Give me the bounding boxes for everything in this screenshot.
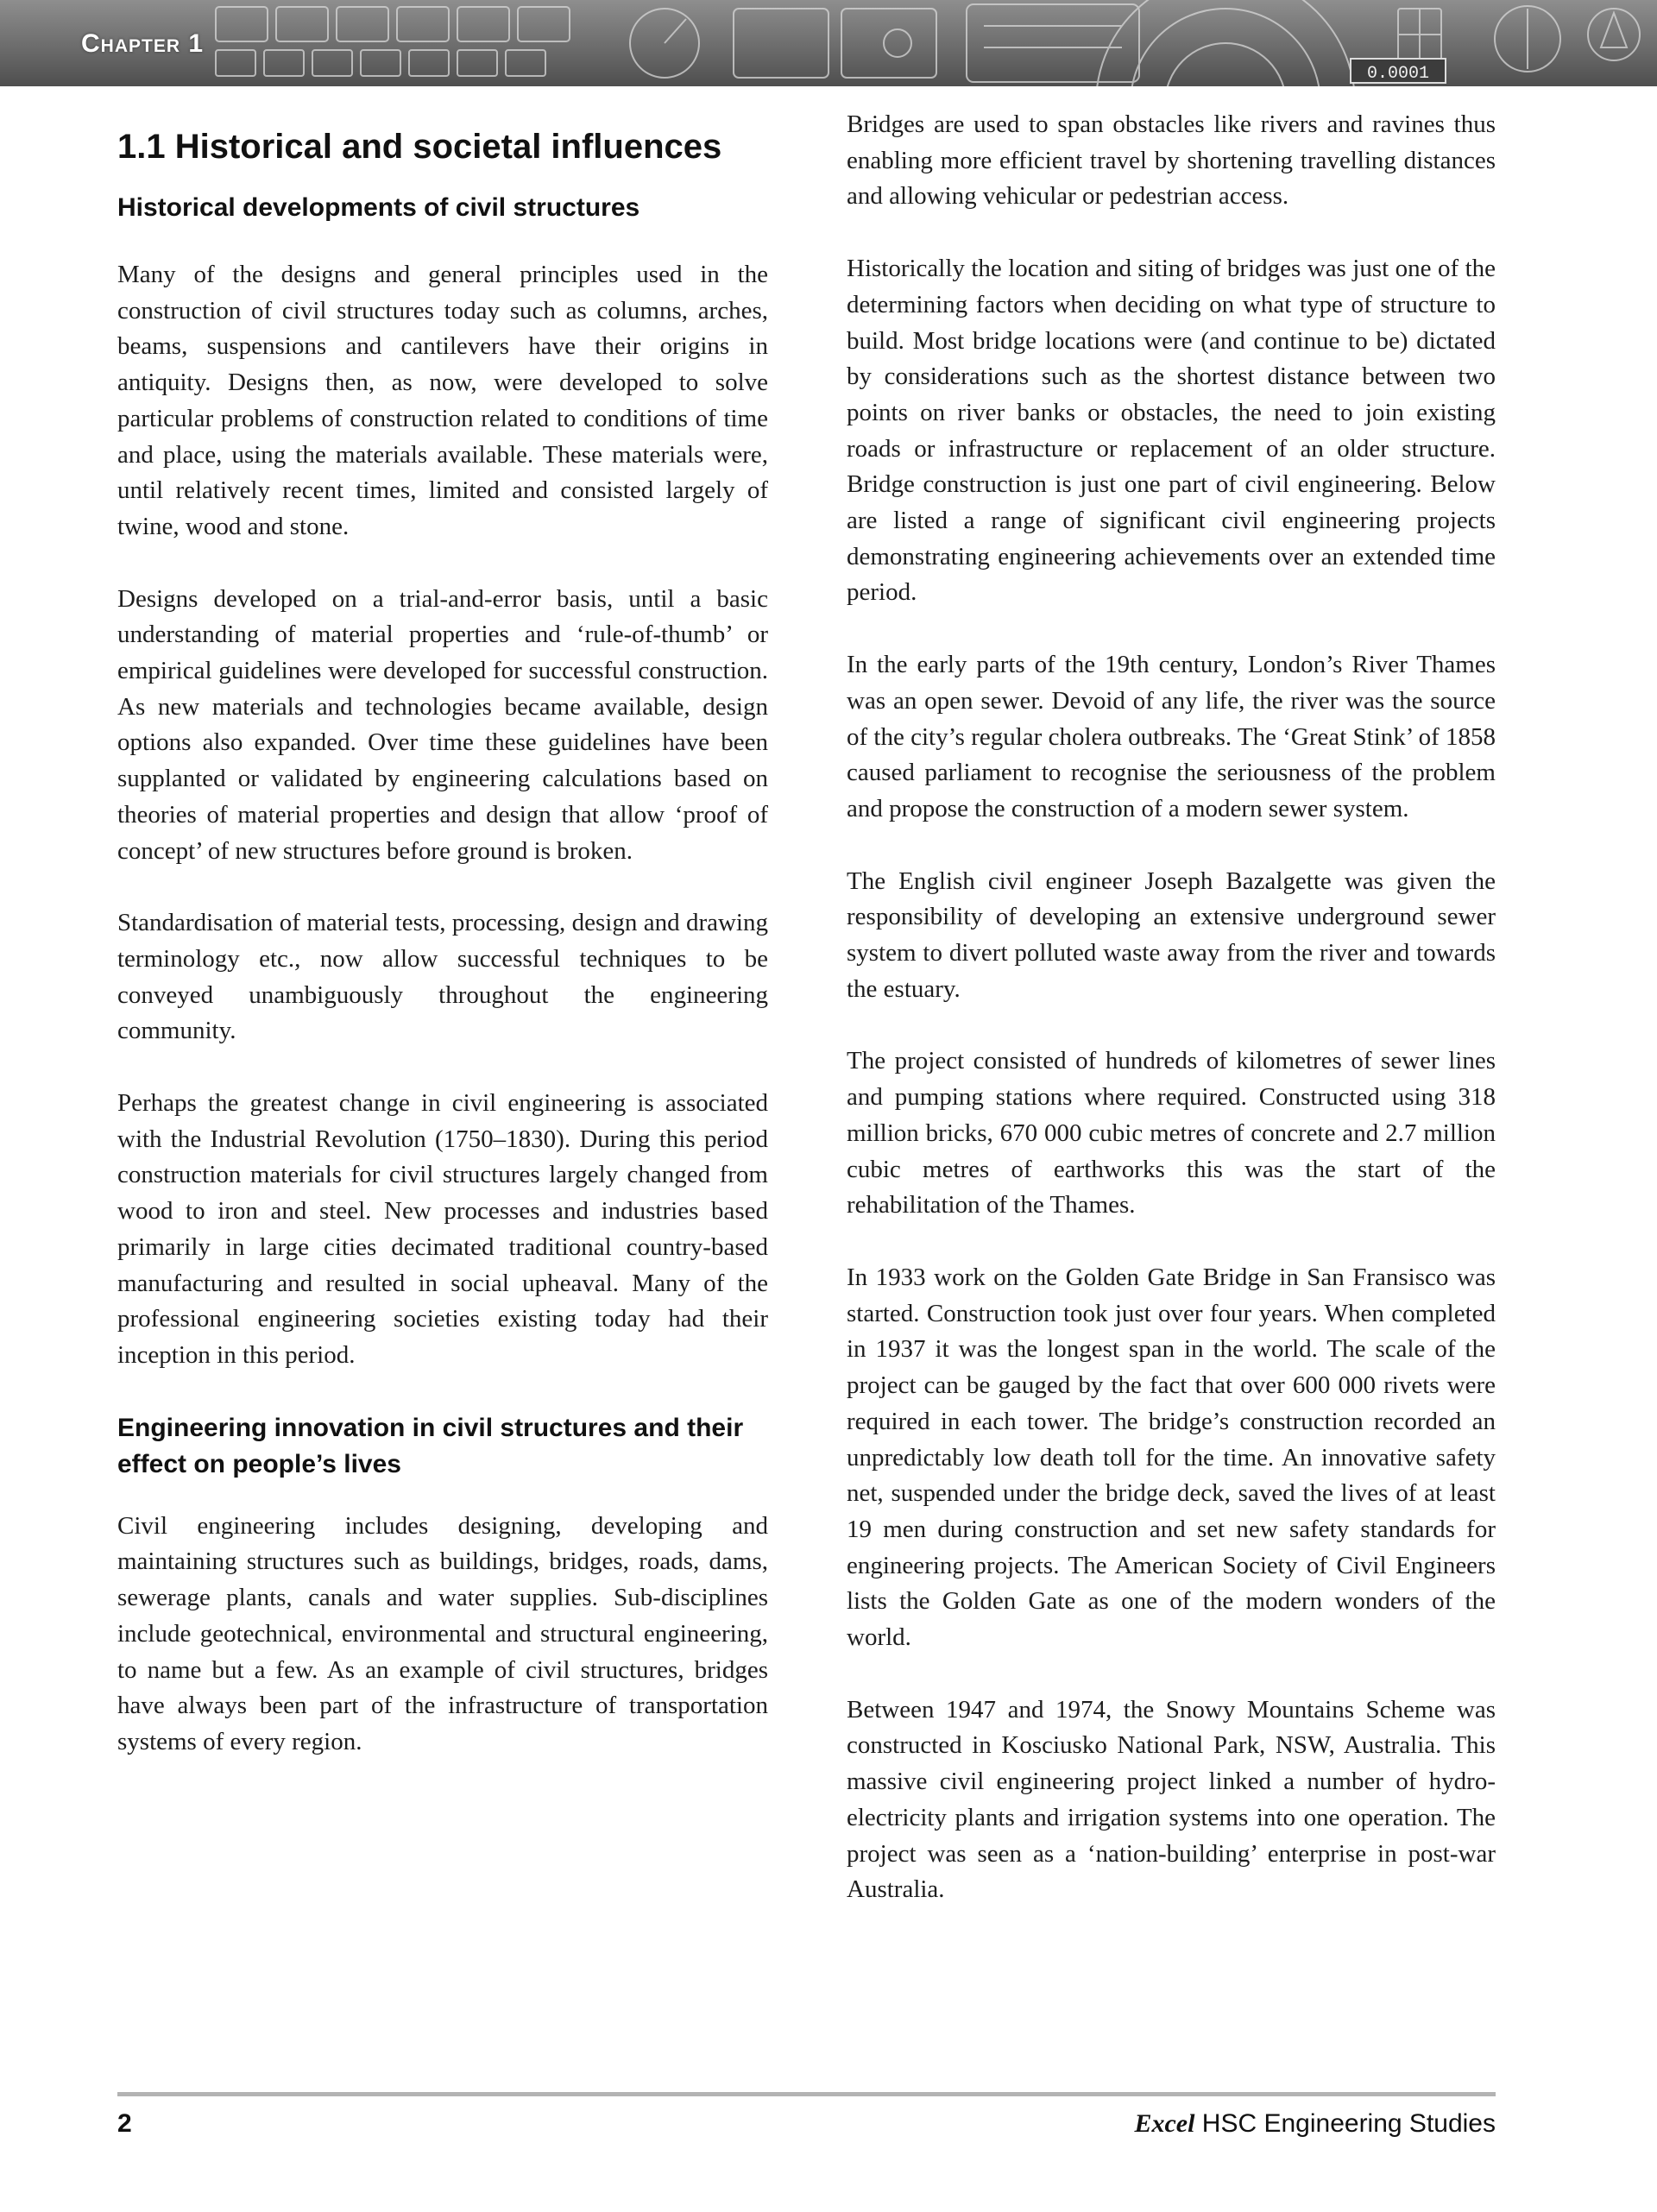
paragraph: In the early parts of the 19th century, London’s River Thames was an open sewer. Devoid of any life, the river was the source of the city’s regular cholera outbreaks. The ‘Great Stink’ of 1858 caused parliament to recognise the seriousness of the problem and propose the construction of a modern sewer system. — [847, 651, 1496, 822]
paragraph: In 1933 work on the Golden Gate Bridge in San Fransisco was started. Construction took just over four years. When completed in 1937 it was the longest span in the world. The scale of the project can be gauged by the fact that over 600 000 rivets were required in each tower. The bridge’s construction recorded an unpredictably low death toll for the time. An innovative safety net, suspended under the bridge deck, saved the lives of at least 19 men during construction and set new safety standards for engineering projects. The American Society of Civil Engineers lists the Golden Gate as one of the modern wonders of the world. — [847, 1263, 1496, 1652]
sub-heading-historical-developments: Historical developments of civil structures — [117, 193, 640, 222]
paragraph: Historically the location and siting of bridges was just one of the determining factors when deciding on what type of structure to build. Most bridge locations were (and continue to be) dictated by considerations such as the shortest distance between two points on river banks or obstacles, the need to join existing roads or infrastructure or replacement of an older structure. Bridge construction is just one part of civil engineering. Below are listed a range of significant civil engineering projects demonstrating engineering achievements over an extended time period. — [847, 255, 1496, 607]
paragraph: Civil engineering includes designing, developing and maintaining structures such as buildings, bridges, roads, dams, sewerage plants, canals and water supplies. Sub-disciplines include geotechnical, environmental and structural engineering, to name but a few. As an example of civil structures, bridges have always been part of the infrastructure of transportation systems of every region. — [117, 1511, 768, 1755]
paragraph: The English civil engineer Joseph Bazalgette was given the responsibility of developing an extensive underground sewer system to divert polluted waste away from the river and towards the estuary. — [847, 867, 1496, 1003]
footer-title-text: HSC Engineering Studies — [1201, 2109, 1496, 2138]
sub-heading-engineering-innovation: Engineering innovation in civil structures and their effect on people’s lives — [117, 1413, 744, 1478]
footer-book-title — [1134, 2109, 1496, 2139]
paragraph: Designs developed on a trial-and-error basis, until a basic understanding of material properties and ‘rule-of-thumb’ or empirical guidelines were developed for successful construction. As new materials and technologies became available, design options also expanded. Over time these guidelines have been supplanted or validated by engineering calculations based on theories of material properties and design that allow ‘proof of concept’ of new structures before ground is broken. — [117, 584, 768, 865]
page-number: 2 — [117, 2109, 132, 2138]
counter-readout: 0.0001 — [1366, 64, 1430, 84]
left-column — [117, 112, 768, 1797]
right-column — [847, 107, 1496, 1944]
control-panel-illustration — [0, 0, 1657, 86]
chapter-header-banner — [0, 0, 1657, 86]
chapter-label: Chapter 1 — [81, 29, 205, 58]
paragraph: Many of the designs and general principles used in the construction of civil structures today such as columns, arches, beams, suspensions and cantilevers have their origins in antiquity. Designs then, as now, were developed to solve particular problems of construction related to conditions of time and place, using the materials available. These materials were, until relatively recent times, limited and consisted largely of twine, wood and stone. — [117, 261, 768, 540]
paragraph: Standardisation of material tests, processing, design and drawing terminology etc., now allow successful techniques to be conveyed unambiguously throughout the engineering community. — [117, 909, 768, 1045]
paragraph: The project consisted of hundreds of kilometres of sewer lines and pumping stations where required. Constructed using 318 million bricks, 670 000 cubic metres of concrete and 2.7 million cubic metres of earthworks this was the start of the rehabilitation of the Thames. — [847, 1047, 1496, 1219]
paragraph: Between 1947 and 1974, the Snowy Mountains Scheme was constructed in Kosciusko National Park, NSW, Australia. This massive civil engineering project linked a number of hydro-electricity plants and irrigation systems into one operation. The project was seen as a ‘nation-building’ enterprise in post-war Australia. — [847, 1695, 1496, 1904]
paragraph: Bridges are used to span obstacles like rivers and ravines thus enabling more efficient travel by shortening travelling distances and allowing vehicular or pedestrian access. — [847, 110, 1496, 211]
paragraph: Perhaps the greatest change in civil engineering is associated with the Industrial Revolution (1750–1830). During this period construction materials for civil structures largely changed from wood to iron and steel. New processes and industries based primarily in large cities decimated traditional country-based manufacturing and resulted in social upheaval. Many of the professional engineering societies existing today had their inception in this period. — [117, 1089, 768, 1369]
footer-divider — [117, 2092, 1496, 2096]
footer-brand: Excel — [1134, 2109, 1195, 2138]
section-title: 1.1 Historical and societal influences — [117, 128, 722, 166]
